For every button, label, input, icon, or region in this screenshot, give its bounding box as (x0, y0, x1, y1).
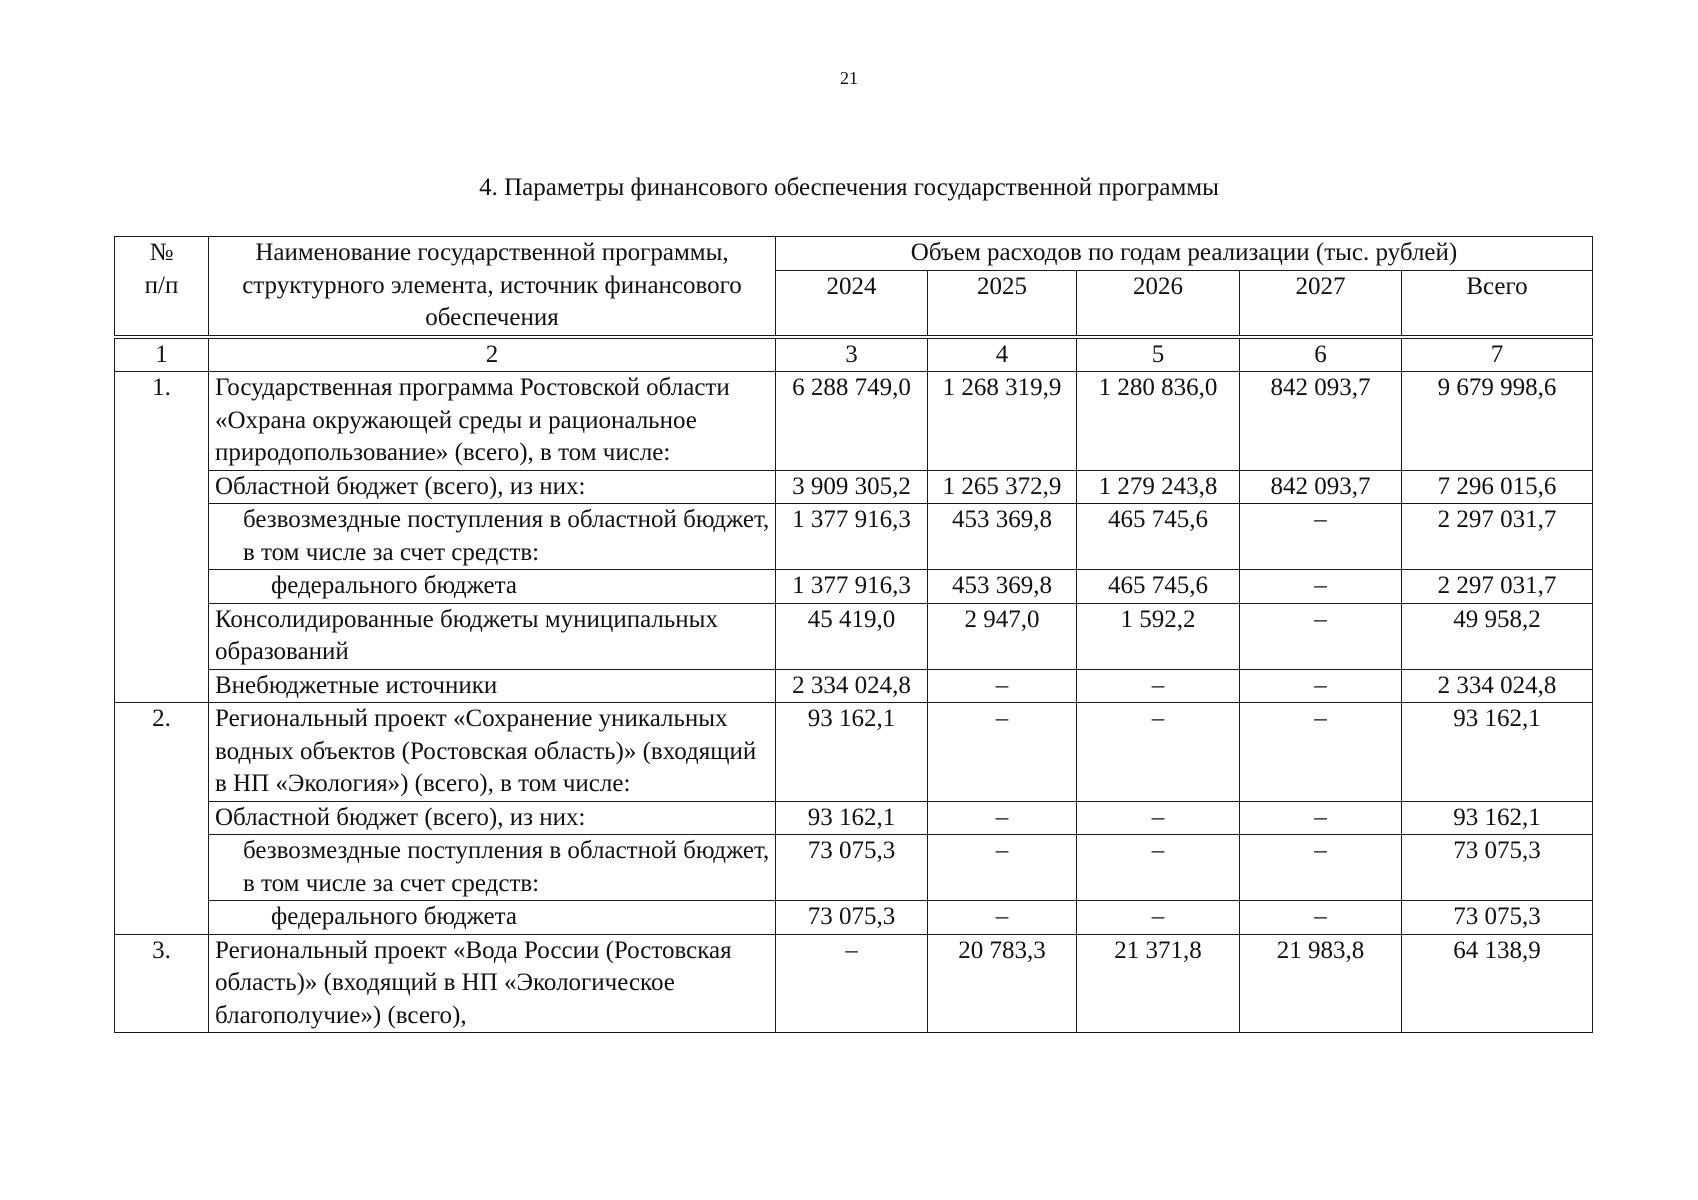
value-year: 453 369,8 (928, 504, 1077, 570)
table-row (115, 934, 1593, 1033)
column-number: 1 (115, 337, 209, 372)
value-year: 45 419,0 (776, 603, 928, 669)
table-row (115, 603, 1593, 669)
section-title: 4. Параметры финансового обеспечения государственной программы (479, 174, 1219, 201)
value-year: – (1077, 901, 1240, 935)
table-row (115, 901, 1593, 935)
row-name: Региональный проект «Сохранение уникальных водных объектов (Ростовская область)» (входящий в НП «Экология») (всего), в том числе: (209, 703, 776, 802)
column-number: 3 (776, 337, 928, 372)
value-year: 3 909 305,2 (776, 470, 928, 504)
value-total: 9 679 998,6 (1402, 372, 1593, 471)
row-name: безвозмездные поступления в областной бюджет, в том числе за счет средств: (209, 835, 776, 901)
value-year: 73 075,3 (776, 901, 928, 935)
header-year-2025: 2025 (928, 270, 1077, 337)
value-year: 93 162,1 (776, 801, 928, 835)
table-row (115, 669, 1593, 703)
value-year: – (1240, 570, 1402, 604)
table-row (115, 801, 1593, 835)
column-number: 4 (928, 337, 1077, 372)
value-year: – (1240, 669, 1402, 703)
value-total: 49 958,2 (1402, 603, 1593, 669)
header-col-no: № п/п (115, 237, 209, 337)
row-name: федерального бюджета (209, 901, 776, 935)
financing-table (114, 236, 1593, 1033)
value-year: 73 075,3 (776, 835, 928, 901)
value-year: – (928, 901, 1077, 935)
header-col-group: Объем расходов по годам реализации (тыс. рублей) (776, 237, 1593, 271)
row-name: Внебюджетные источники (209, 669, 776, 703)
value-year: 20 783,3 (928, 934, 1077, 1033)
table-row (115, 835, 1593, 901)
header-year-2027: 2027 (1240, 270, 1402, 337)
value-total: 2 334 024,8 (1402, 669, 1593, 703)
value-year: 93 162,1 (776, 703, 928, 802)
table-row (115, 372, 1593, 471)
value-year: – (1077, 835, 1240, 901)
value-year: 1 279 243,8 (1077, 470, 1240, 504)
row-index: 1. (115, 372, 209, 703)
row-name: Консолидированные бюджеты муниципальных образований (209, 603, 776, 669)
value-total: 93 162,1 (1402, 801, 1593, 835)
value-year: – (1240, 603, 1402, 669)
table-row (115, 470, 1593, 504)
table-row (115, 504, 1593, 570)
row-name: федерального бюджета (209, 570, 776, 604)
column-number: 2 (209, 337, 776, 372)
table-row (115, 570, 1593, 604)
value-year: 2 334 024,8 (776, 669, 928, 703)
value-total: 73 075,3 (1402, 901, 1593, 935)
value-year: – (1077, 669, 1240, 703)
header-total: Всего (1402, 270, 1593, 337)
value-year: – (928, 835, 1077, 901)
value-year: 453 369,8 (928, 570, 1077, 604)
header-year-2024: 2024 (776, 270, 928, 337)
value-year: – (928, 669, 1077, 703)
row-index: 2. (115, 703, 209, 935)
value-total: 7 296 015,6 (1402, 470, 1593, 504)
value-year: 6 288 749,0 (776, 372, 928, 471)
value-year: 1 377 916,3 (776, 570, 928, 604)
column-number: 7 (1402, 337, 1593, 372)
value-year: – (776, 934, 928, 1033)
value-total: 93 162,1 (1402, 703, 1593, 802)
column-number: 5 (1077, 337, 1240, 372)
value-year: 1 592,2 (1077, 603, 1240, 669)
column-numbers-row (115, 337, 1593, 372)
value-year: 465 745,6 (1077, 570, 1240, 604)
row-name: Региональный проект «Вода России (Ростовская область)» (входящий в НП «Экологическое благополучие») (всего), (209, 934, 776, 1033)
table-row (115, 703, 1593, 802)
value-total: 2 297 031,7 (1402, 570, 1593, 604)
value-year: 1 268 319,9 (928, 372, 1077, 471)
value-year: 1 280 836,0 (1077, 372, 1240, 471)
value-year: – (1077, 703, 1240, 802)
row-name: Областной бюджет (всего), из них: (209, 470, 776, 504)
value-year: 842 093,7 (1240, 470, 1402, 504)
row-name: безвозмездные поступления в областной бюджет, в том числе за счет средств: (209, 504, 776, 570)
row-name: Областной бюджет (всего), из них: (209, 801, 776, 835)
value-year: – (928, 703, 1077, 802)
value-year: – (1240, 801, 1402, 835)
value-year: 1 377 916,3 (776, 504, 928, 570)
value-year: – (1240, 703, 1402, 802)
value-total: 2 297 031,7 (1402, 504, 1593, 570)
value-total: 64 138,9 (1402, 934, 1593, 1033)
value-year: 842 093,7 (1240, 372, 1402, 471)
value-year: 21 371,8 (1077, 934, 1240, 1033)
value-year: 21 983,8 (1240, 934, 1402, 1033)
page-number: 21 (840, 68, 858, 88)
column-number: 6 (1240, 337, 1402, 372)
value-year: – (1240, 504, 1402, 570)
value-year: – (1240, 901, 1402, 935)
header-row-1 (115, 237, 1593, 271)
value-year: 1 265 372,9 (928, 470, 1077, 504)
value-year: – (1077, 801, 1240, 835)
header-year-2026: 2026 (1077, 270, 1240, 337)
value-year: 465 745,6 (1077, 504, 1240, 570)
row-name: Государственная программа Ростовской области «Охрана окружающей среды и рациональное природопользование» (всего), в том числе: (209, 372, 776, 471)
value-year: – (1240, 835, 1402, 901)
value-total: 73 075,3 (1402, 835, 1593, 901)
value-year: – (928, 801, 1077, 835)
value-year: 2 947,0 (928, 603, 1077, 669)
row-index: 3. (115, 934, 209, 1033)
header-col-name: Наименование государственной программы, структурного элемента, источник финансового обеспечения (209, 237, 776, 337)
